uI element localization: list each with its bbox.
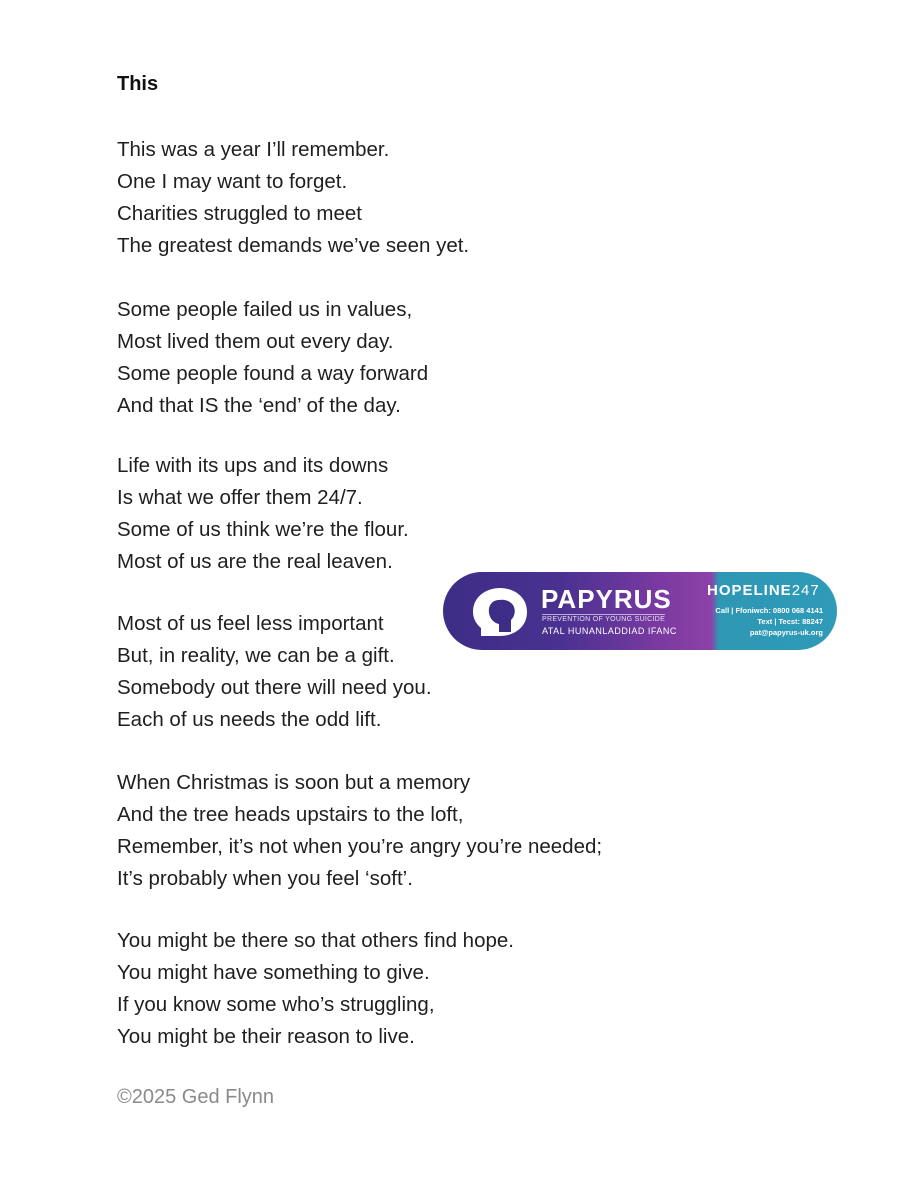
poem-line: And that IS the ‘end’ of the day. (117, 394, 401, 417)
poem-line: Somebody out there will need you. (117, 676, 432, 699)
stanza-1 (117, 134, 469, 262)
copyright: ©2025 Ged Flynn (117, 1086, 275, 1108)
papyrus-name: PAPYRUS (541, 584, 672, 614)
hopeline-word: HOPELINE (707, 582, 792, 599)
hopeline-text: Text | Tecst: 88247 (757, 617, 823, 626)
poem-line: Some people found a way forward (117, 362, 429, 385)
poem-line: You might be their reason to live. (117, 1025, 415, 1048)
poem-line: It’s probably when you feel ‘soft’. (117, 867, 413, 890)
poem-line: The greatest demands we’ve seen yet. (117, 234, 470, 257)
poem-line: This was a year I’ll remember. (117, 138, 390, 161)
poem-line: If you know some who’s struggling, (117, 993, 435, 1016)
stanza-3 (117, 450, 409, 578)
poem-line: Most of us feel less important (117, 612, 384, 635)
poem-line: Life with its ups and its downs (117, 454, 389, 477)
poem-line: One I may want to forget. (117, 170, 348, 193)
papyrus-hopeline-banner (443, 572, 837, 650)
poem-title: This (117, 73, 159, 95)
poem-line: Each of us needs the odd lift. (117, 708, 382, 731)
poem-line: Most of us are the real leaven. (117, 550, 393, 573)
poem-line: Remember, it’s not when you’re angry you’re needed; (117, 835, 603, 858)
hopeline-email: pat@papyrus-uk.org (749, 628, 823, 637)
poem-line: You might have something to give. (117, 961, 430, 984)
stanza-6 (117, 925, 514, 1053)
poem-line: But, in reality, we can be a gift. (117, 644, 395, 667)
poem-line: Some people failed us in values, (117, 298, 413, 321)
poem-line: And the tree heads upstairs to the loft, (117, 803, 464, 826)
stanza-4 (117, 608, 432, 736)
poem-line: You might be there so that others find hope. (117, 929, 514, 952)
stanza-5 (117, 767, 602, 895)
papyrus-logo-icon (465, 582, 535, 642)
hopeline-title (707, 582, 820, 599)
poem-line: Is what we offer them 24/7. (117, 486, 363, 509)
poem-line: Charities struggled to meet (117, 202, 362, 225)
poem-line: Some of us think we’re the flour. (117, 518, 409, 541)
stanza-2 (117, 294, 428, 422)
poem-line: Most lived them out every day. (117, 330, 394, 353)
poem-line: When Christmas is soon but a memory (117, 771, 471, 794)
papyrus-subtitle: PREVENTION OF YOUNG SUICIDE (542, 616, 666, 623)
hopeline-call: Call | Ffoniwch: 0800 068 4141 (715, 606, 823, 615)
papyrus-welsh: ATAL HUNANLADDIAD IFANC (542, 626, 677, 636)
hopeline-number: 247 (791, 582, 820, 599)
